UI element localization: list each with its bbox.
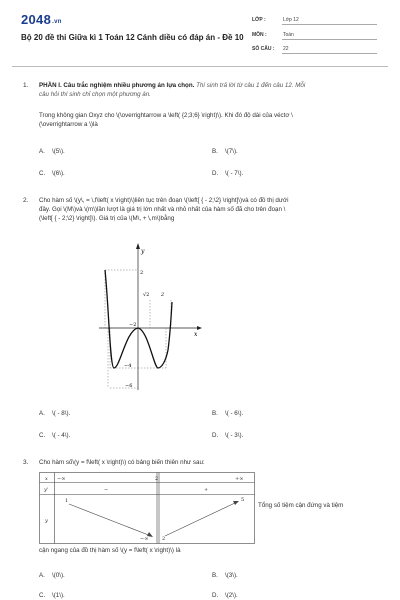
- graph-label: 2: [140, 270, 144, 276]
- function-curve: [105, 270, 172, 368]
- question-number: 3.: [23, 459, 29, 466]
- page-header: [0, 0, 400, 62]
- meta-value-count: 22: [283, 46, 289, 52]
- question-text: Trong không gian Oxyz cho \(\overrightarrow a \left( {2;3;6} \right)\). Khi đó độ dài của véctơ \: [39, 112, 293, 119]
- meta-label-class: LỚP :: [252, 17, 266, 23]
- graph-label: −6: [125, 383, 133, 389]
- meta-value-subject: Toán: [283, 32, 294, 38]
- part-note-continued: câu hỏi thí sinh chỉ chọn một phương án.: [39, 91, 151, 98]
- table-sign: +: [204, 487, 209, 493]
- answer-option-a[interactable]: A. \(5\).: [39, 148, 65, 155]
- answer-option-d[interactable]: D. \(2\).: [212, 592, 238, 599]
- answer-option-c[interactable]: C. \(6\).: [39, 170, 65, 177]
- question-number: 2.: [23, 197, 29, 204]
- part-note: Thí sinh trả lời từ câu 1 đến câu 12. Mỗi: [196, 82, 306, 89]
- table-value: 1: [65, 498, 69, 504]
- question-text: (\overrightarrow a \)là: [39, 121, 98, 128]
- y-axis-arrow-icon: [136, 243, 140, 249]
- variation-table: [39, 472, 255, 544]
- y-axis-label: y: [141, 248, 145, 255]
- answer-option-d[interactable]: D. \( - 7\).: [212, 170, 244, 177]
- meta-value-class: Lớp 12: [283, 17, 299, 23]
- answer-option-d[interactable]: D. \( - 3\).: [212, 432, 244, 439]
- question-text: (\left[ { - 2;\2} \right]\). Giá trị của \(M\, + \,m\)bằng: [39, 215, 175, 222]
- meta-label-count: SỐ CÂU :: [252, 46, 275, 52]
- question-text: Cho hàm số \(y\, = \,f\left( x \right)\)liên tục trên đoạn \(\left[ { - 2;\2} \right]\)và có đồ thị dưới: [39, 197, 289, 204]
- answer-option-a[interactable]: A. \( - 8\).: [39, 410, 71, 417]
- table-label-y: y: [45, 518, 48, 524]
- x-axis-label: x: [194, 331, 198, 338]
- question-text: Tổng số tiệm cận đứng và tiệm: [258, 502, 344, 509]
- answer-option-c[interactable]: C. \(1\).: [39, 592, 65, 599]
- divider: [12, 66, 388, 67]
- graph-label: −4: [124, 363, 132, 369]
- table-value: −∞: [57, 476, 66, 482]
- question-text: Cho hàm số\(y = f\left( x \right)\) có bảng biến thiên như sau:: [39, 459, 205, 466]
- meta-underline: [282, 53, 377, 54]
- table-value: 5: [241, 497, 245, 503]
- document-title: Bộ 20 đề thi Giữa kì 1 Toán 12 Cánh diều có đáp án - Đề 10: [21, 33, 244, 42]
- answer-option-b[interactable]: B. \(3\).: [212, 572, 238, 579]
- table-value: 2: [162, 536, 166, 542]
- table-label-yprime: y': [44, 487, 49, 493]
- graph-label: −2: [129, 322, 137, 328]
- graph-label: 2: [161, 292, 165, 298]
- arrow-up-icon: [233, 501, 239, 505]
- table-value: 2: [155, 476, 159, 482]
- table-value: +∞: [235, 476, 244, 482]
- meta-underline: [282, 24, 377, 25]
- graph-label: √2: [143, 292, 150, 298]
- question-text: cận ngang của đồ thị hàm số \(y = f\left( x \right)\) là: [39, 547, 181, 554]
- function-graph: [96, 240, 206, 395]
- meta-label-subject: MÔN :: [252, 32, 267, 38]
- table-sign: −: [104, 487, 109, 493]
- part-title: PHẦN I. Câu trắc nghiệm nhiều phương án lựa chọn.: [39, 82, 195, 89]
- answer-option-a[interactable]: A. \(0\).: [39, 572, 65, 579]
- table-value: −∞: [140, 536, 149, 542]
- x-axis-arrow-icon: [197, 326, 202, 330]
- site-logo[interactable]: 2048.vn: [21, 12, 62, 27]
- table-label-x: x: [45, 476, 48, 482]
- meta-underline: [282, 39, 377, 40]
- answer-option-b[interactable]: B. \( - 6\).: [212, 410, 244, 417]
- question-number: 1.: [23, 82, 29, 89]
- answer-option-c[interactable]: C. \( - 4\).: [39, 432, 71, 439]
- answer-option-b[interactable]: B. \(7\).: [212, 148, 238, 155]
- question-text: đây. Gọi \(M\)và \(m\)lần lượt là giá trị lớn nhất và nhỏ nhất của hàm số đã cho trên đoạn \: [39, 206, 286, 213]
- part-heading: [39, 81, 389, 90]
